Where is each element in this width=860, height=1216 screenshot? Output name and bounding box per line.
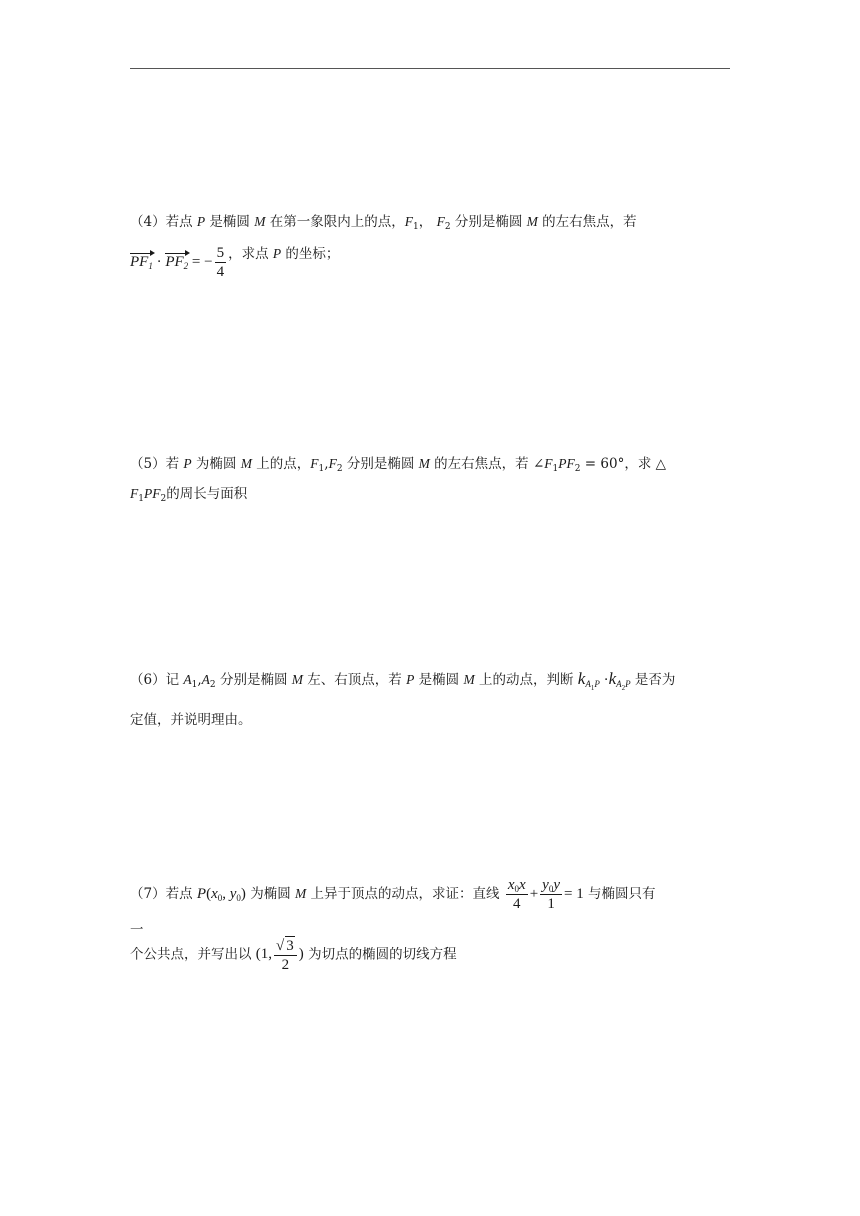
fraction-x0x-over-4: $\frac{x_0x}{4}$ (507, 877, 526, 912)
question-7-line-2: 一 (130, 922, 144, 938)
vector-pf2: $PF_2$ (165, 254, 189, 271)
question-4-line-2: $PF_1 \cdot PF_2$ = − $\frac{5}{4}$ ，求点 P 的坐标； (130, 245, 340, 280)
question-7-line-3: 个公共点，并写出以 (1, $\frac{√ 3}{2}$ ) 为切点的椭圆的切线方程 (130, 938, 457, 973)
question-6-line-1: （6）记 $A_1,A_2$ 分别是椭圆 M 左、右顶点，若 P 是椭圆 M 上的动点，判断 $k_{A_1P} \cdot k_{A_2P}$ 是否为 (130, 669, 676, 692)
fraction-five-quarters: $\frac{5}{4}$ (216, 245, 225, 280)
header-rule (130, 68, 730, 69)
fraction-y0y-over-1: $\frac{y_0y}{1}$ (542, 877, 560, 912)
point-p-x0-y0: $P(x_0$, $y_0$) (196, 886, 246, 903)
tangent-point: (1, $\frac{√ 3}{2}$ ) (255, 938, 304, 973)
question-6-line-2: 定值，并说明理由。 (130, 712, 252, 728)
question-5-line-2: $F_1PF_2$的周长与面积 (130, 486, 248, 504)
question-5-line-1: （5）若 P 为椭圆 M 上的点，$F_1,F_2$ 分别是椭圆 M 的左右焦点，若 $\angle F_1PF_2 = 60^\circ$，求 △ (130, 456, 667, 474)
question-7-line-1: （7）若点 $P(x_0$, $y_0$) 为椭圆 M 上异于顶点的动点，求证：直线 $\frac{x_0x}{4}$ + $\frac{y_0y}{1}$ = 1 与椭圆只有 (130, 877, 656, 912)
vector-pf1: $PF_1$ (130, 254, 153, 271)
question-4-line-1: （4）若点 P 是椭圆 M 在第一象限内上的点，$F_1$， $F_2$ 分别是椭圆 M 的左右焦点，若 (130, 214, 637, 232)
slope-product: $k_{A_1P} \cdot k_{A_2P}$ (577, 669, 631, 692)
